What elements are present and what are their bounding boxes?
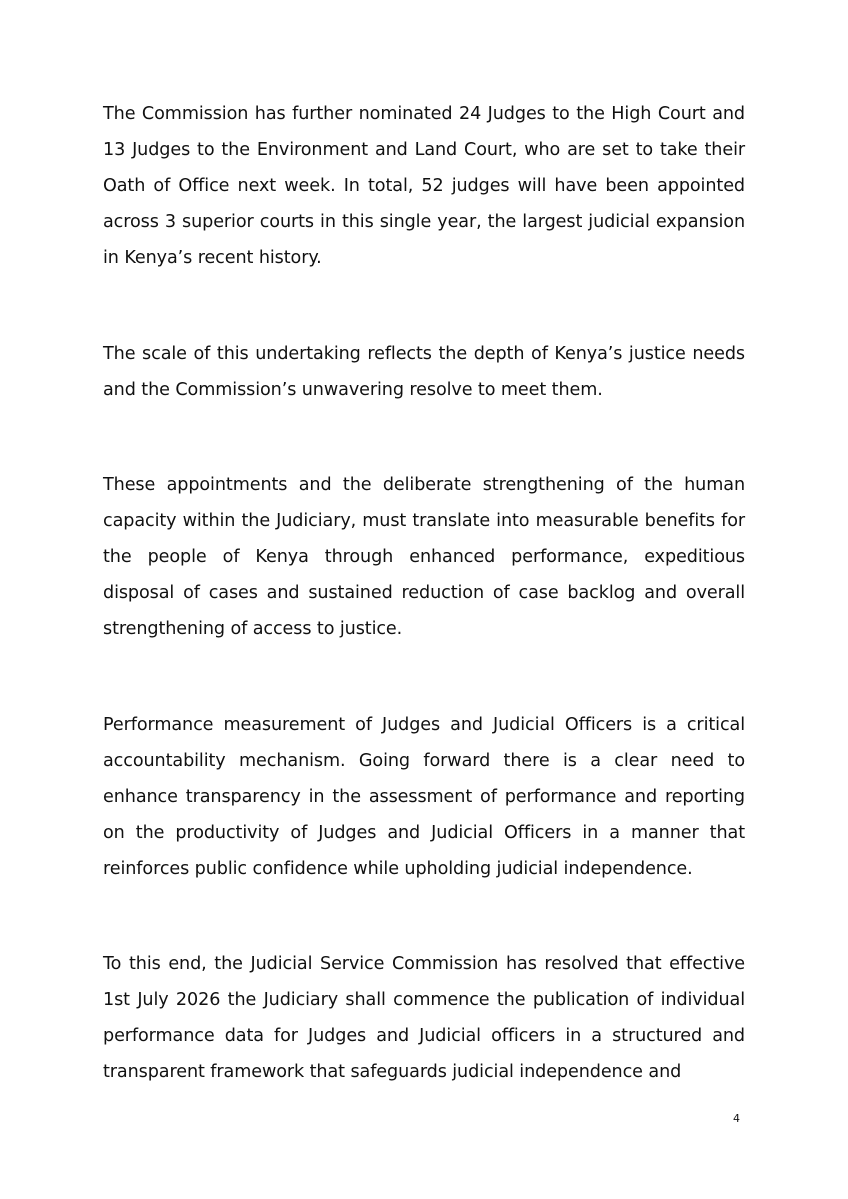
paragraph-appointments-benefits: These appointments and the deliberate strengthening of the human capacity within the Judiciary, must translate into measurable benefits for the people of Kenya through enhanced performance, expeditious disposal of cases and sustained reduction of case backlog and overall strengthening of access to justice.	[103, 475, 745, 639]
paragraph-publication-resolution: To this end, the Judicial Service Commission has resolved that effective 1st July 2026 the Judiciary shall commence the publication of individual performance data for Judges and Judicial officers in a structured and transparent framework that safeguards judicial independence and	[103, 954, 745, 1082]
paragraph-scale-of-undertaking: The scale of this undertaking reflects the depth of Kenya’s justice needs and the Commission’s unwavering resolve to meet them.	[103, 344, 745, 400]
page-number: 4	[733, 1112, 740, 1125]
paragraph-performance-measurement: Performance measurement of Judges and Judicial Officers is a critical accountability mechanism. Going forward there is a clear need to enhance transparency in the assessment of performance and reporting on the productivity of Judges and Judicial Officers in a manner that reinforces public confidence while upholding judicial independence.	[103, 715, 745, 879]
paragraph-judges-nominated: The Commission has further nominated 24 Judges to the High Court and 13 Judges to the Environment and Land Court, who are set to take their Oath of Office next week. In total, 52 judges will have been appointed across 3 superior courts in this single year, the largest judicial expansion in Kenya’s recent history.	[103, 104, 745, 268]
